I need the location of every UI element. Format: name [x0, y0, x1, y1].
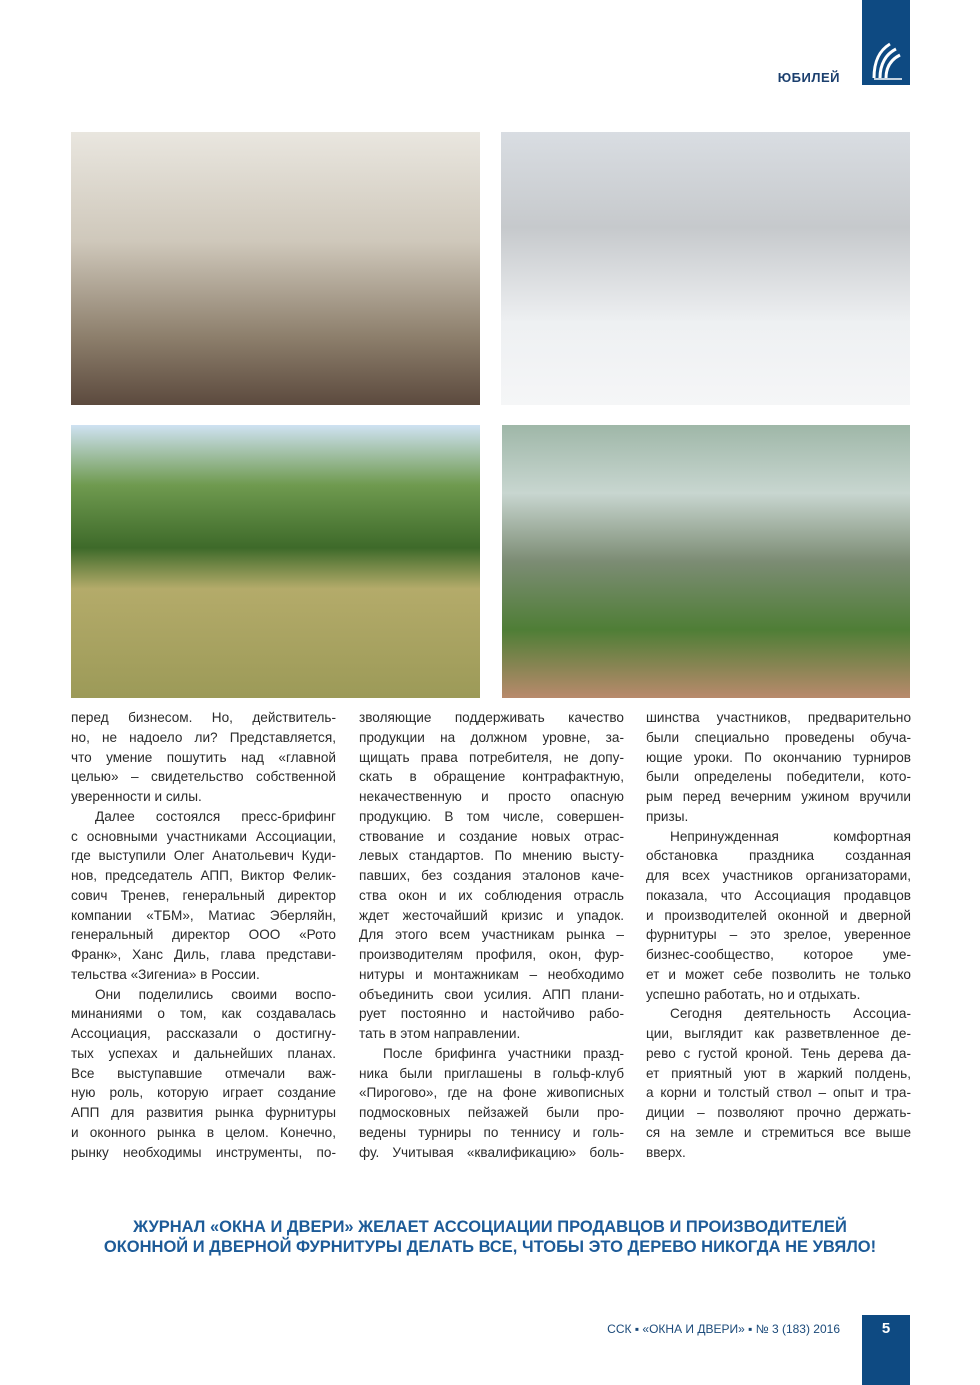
text-line: но, не надоело ли? Представляется, [71, 729, 336, 745]
text-line: Франк», Ханс Диль, глава представи- [71, 947, 336, 962]
text-line: для всех участников организаторами, [646, 868, 911, 883]
text-line: Все выступавшие отмечали важ- [71, 1065, 336, 1081]
text-line: были специально проведены обуча- [646, 729, 911, 745]
photo-painting-presentation [71, 132, 480, 405]
text-line: тых успехах и дальнейших планах. [71, 1045, 336, 1061]
text-line: бизнес-сообщество, которое уме- [646, 947, 911, 962]
paragraph [71, 807, 336, 985]
text-line: что умение пошутить над «главной [71, 749, 336, 765]
text-line: нов, председатель АПП, Виктор Фелик- [71, 868, 336, 883]
text-line: нитуры и монтажникам – необходимо [359, 966, 624, 982]
text-line: призы. [646, 808, 689, 824]
text-line: с основными участниками Ассоциации, [71, 828, 336, 844]
photo-press-briefing [501, 132, 910, 405]
text-line: рево с густой кроной. Тень дерева да- [646, 1045, 911, 1061]
text-line: и производителей оконной и дверной [646, 907, 911, 923]
article-column-2 [359, 708, 624, 1162]
text-line: фу. Учитывая «квалификацию» боль- [359, 1144, 624, 1160]
text-line: объединить свои усилия. АПП плани- [359, 986, 624, 1002]
text-line: фурнитуры – это зрелое, уверенное [646, 927, 911, 943]
text-line: ет и может себе позволить не только [646, 966, 911, 982]
text-line: Они поделились своими воспо- [95, 986, 336, 1002]
banner-line-1: ЖУРНАЛ «ОКНА И ДВЕРИ» ЖЕЛАЕТ АССОЦИАЦИИ ПРОДАВЦОВ И ПРОИЗВОДИТЕЛЕЙ [133, 1218, 847, 1236]
text-line: После брифинга участники празд- [383, 1045, 624, 1061]
text-line: рым перед вечерним ужином вручили [646, 789, 911, 804]
text-line: уверенности и силы. [71, 789, 202, 804]
section-title: ЮБИЛЕЙ [777, 70, 840, 85]
banner-line-2: ОКОННОЙ И ДВЕРНОЙ ФУРНИТУРЫ ДЕЛАТЬ ВСЕ, ЧТОБЫ ЭТО ДЕРЕВО НИКОГДА НЕ УВЯЛО! [103, 1238, 877, 1256]
footer-issue-info: ССК ▪ «ОКНА И ДВЕРИ» ▪ № 3 (183) 2016 [607, 1322, 840, 1336]
text-line: ствование и создание новых отрас- [359, 828, 624, 844]
photo-golf-terrace [502, 425, 910, 698]
article-column-3 [646, 708, 911, 1162]
text-line: «Пирогово», где на фоне живописных [359, 1085, 624, 1101]
paragraph [646, 827, 911, 1005]
text-line: и оконного рынка в целом. Конечно, [71, 1124, 336, 1140]
text-line: ся на земле и стремиться все выше [646, 1124, 911, 1140]
paragraph [646, 708, 911, 827]
text-line: обстановка праздника созданная [646, 848, 911, 864]
paragraph [359, 708, 624, 1044]
text-line: а корни и толстый ствол – опыт и тра- [646, 1085, 911, 1101]
text-line: рынку необходимы инструменты, по- [71, 1144, 336, 1160]
text-line: Непринужденная комфортная [670, 828, 911, 844]
text-line: ет приятный уют в жаркий полдень, [646, 1065, 911, 1081]
article-column-1 [71, 708, 336, 1162]
text-line: продукции на должном уровне, за- [359, 729, 624, 745]
text-line: ции, выглядит как разветвленное де- [646, 1026, 911, 1041]
text-line: производителям профиля, окон, фур- [359, 947, 624, 962]
text-line: скать в обращение контрафактную, [359, 769, 624, 785]
text-line: АПП для развития рынка фурнитуры [71, 1105, 336, 1120]
text-line: некачественную и просто опасную [359, 789, 624, 804]
text-line: перед бизнесом. Но, действитель- [71, 710, 336, 725]
text-line: вверх. [646, 1144, 686, 1160]
text-line: генеральный директор ООО «Рото [71, 927, 336, 943]
text-line: Ассоциация, рассказали о достигну- [71, 1026, 336, 1041]
header-brand-tab [862, 0, 910, 85]
paragraph [359, 1044, 624, 1163]
text-line: рует постоянно и настойчиво рабо- [359, 1006, 624, 1022]
text-line: диции – позволяют прочно держать- [646, 1105, 911, 1120]
text-line: тать в этом направлении. [359, 1026, 521, 1041]
text-line: подмосковных пейзажей были про- [359, 1105, 624, 1120]
text-line: щищать права потребителя, не допу- [359, 749, 624, 765]
text-line: сович Тренев, генеральный директор [71, 887, 336, 903]
text-line: Далее состоялся пресс-брифинг [95, 808, 336, 824]
text-line: левых стандартов. По мнению высту- [359, 848, 624, 864]
text-line: успешно работать, но и отдыхать. [646, 986, 861, 1002]
photo-tennis-court [71, 425, 480, 698]
text-line: павших, без создания эталонов каче- [359, 868, 624, 883]
text-line: Для этого всем участникам рынка – [359, 927, 624, 943]
text-line: минаниями о том, как создавалась [71, 1006, 336, 1022]
text-line: ждет жесточайший кризис и упадок. [359, 907, 624, 923]
text-line: где выступили Олег Анатольевич Куди- [71, 848, 336, 864]
text-line: целью» – свидетельство собственной [71, 769, 336, 785]
page-number: 5 [862, 1315, 910, 1385]
paragraph [71, 708, 336, 807]
text-line: ведены турниры по теннису и голь- [359, 1124, 624, 1140]
paragraph [646, 1004, 911, 1162]
text-line: тельства «Зигениа» в России. [71, 966, 260, 982]
text-line: компании «ТБМ», Матиас Эберляйн, [71, 907, 336, 923]
text-line: Сегодня деятельность Ассоциа- [670, 1006, 911, 1022]
text-line: зволяющие поддерживать качество [359, 710, 624, 725]
closing-banner [40, 1217, 940, 1257]
magazine-logo-icon [868, 38, 904, 82]
text-line: шинства участников, предварительно [646, 710, 911, 725]
paragraph [71, 985, 336, 1163]
text-line: ную роль, которую играет создание [71, 1085, 336, 1101]
text-line: продукцию. В том числе, совершен- [359, 808, 624, 824]
text-line: показала, что Ассоциация продавцов [646, 887, 911, 903]
text-line: ющие уроки. По окончанию турниров [646, 749, 911, 765]
text-line: были определены победители, кото- [646, 769, 911, 785]
text-line: ника были приглашены в гольф-клуб [359, 1065, 624, 1081]
text-line: ства окон и их соблюдения отрасль [359, 887, 624, 903]
